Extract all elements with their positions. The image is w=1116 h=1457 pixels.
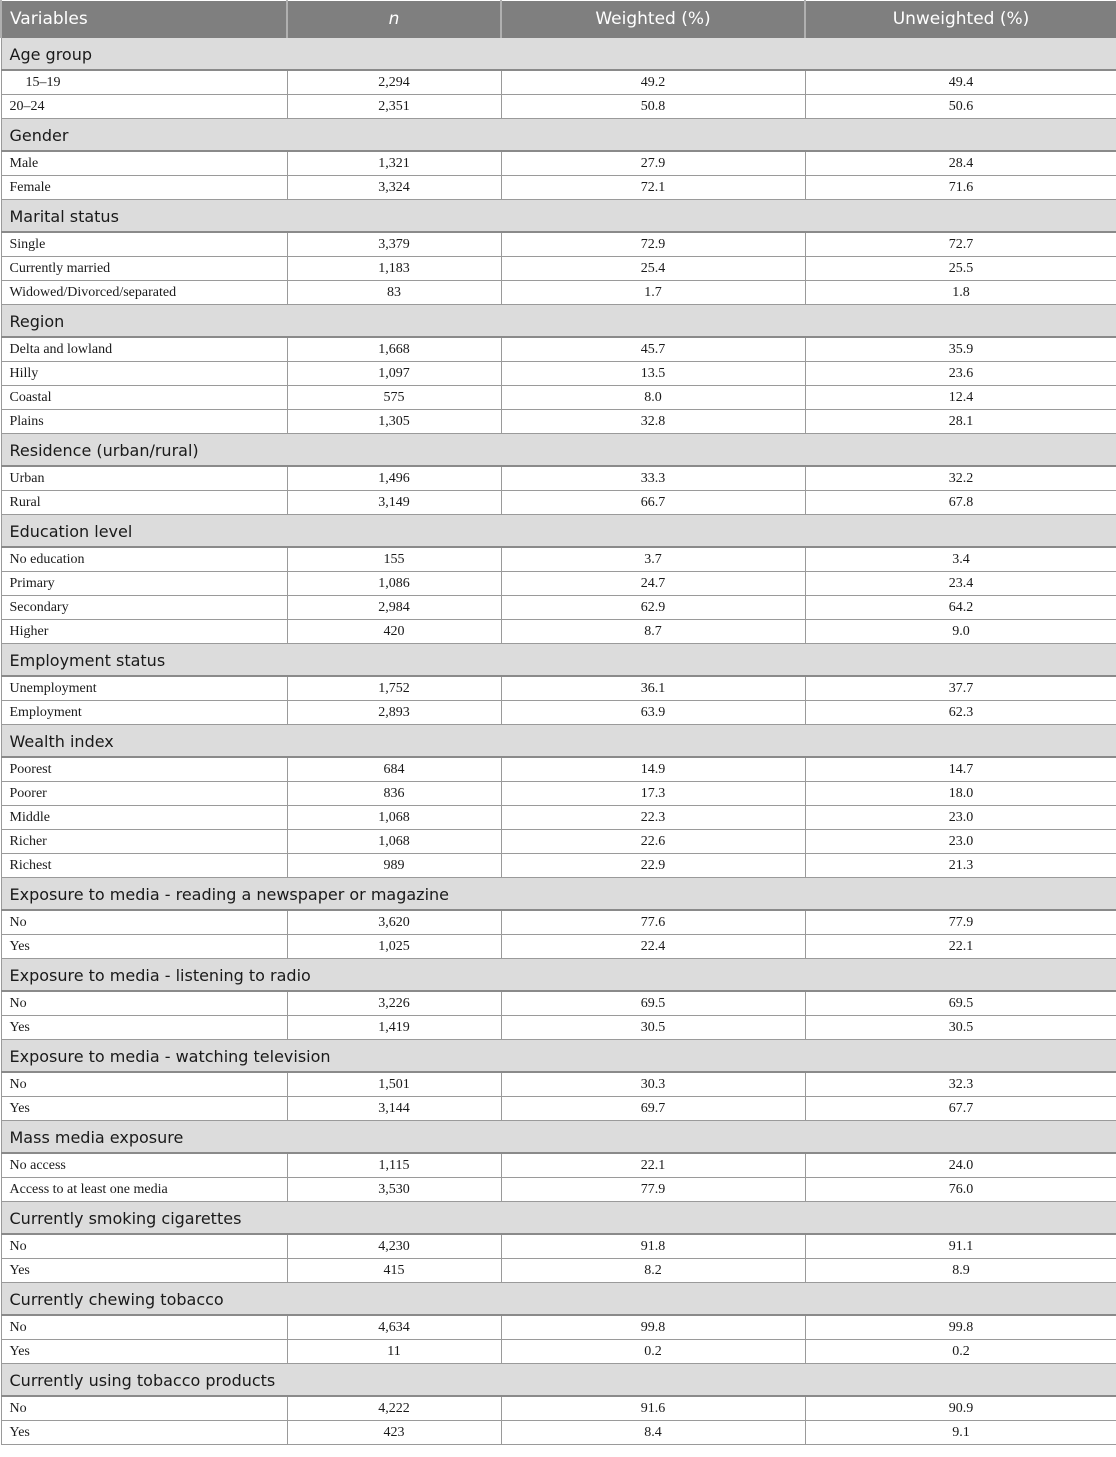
row-label: No bbox=[1, 1396, 287, 1421]
row-label: No bbox=[1, 1315, 287, 1340]
cell-n: 3,379 bbox=[287, 232, 501, 257]
row-label: Male bbox=[1, 151, 287, 176]
row-label: Delta and lowland bbox=[1, 337, 287, 362]
section-header-row bbox=[1, 725, 1116, 758]
table-header bbox=[1, 1, 1116, 38]
cell-unweighted: 64.2 bbox=[805, 596, 1116, 620]
cell-weighted: 62.9 bbox=[501, 596, 805, 620]
cell-unweighted: 62.3 bbox=[805, 701, 1116, 725]
cell-n: 1,068 bbox=[287, 806, 501, 830]
cell-unweighted: 23.0 bbox=[805, 830, 1116, 854]
section-header-row bbox=[1, 959, 1116, 992]
cell-n: 3,144 bbox=[287, 1097, 501, 1121]
header-weighted: Weighted (%) bbox=[501, 1, 805, 38]
section-header-row bbox=[1, 1040, 1116, 1073]
cell-n: 2,351 bbox=[287, 95, 501, 119]
row-label: Yes bbox=[1, 935, 287, 959]
table-row bbox=[1, 1234, 1116, 1259]
table-row bbox=[1, 70, 1116, 95]
cell-n: 1,086 bbox=[287, 572, 501, 596]
cell-weighted: 8.4 bbox=[501, 1421, 805, 1445]
row-label: Plains bbox=[1, 410, 287, 434]
section-title: Age group bbox=[1, 38, 1116, 71]
cell-unweighted: 35.9 bbox=[805, 337, 1116, 362]
row-label: Yes bbox=[1, 1259, 287, 1283]
cell-unweighted: 76.0 bbox=[805, 1178, 1116, 1202]
cell-weighted: 22.4 bbox=[501, 935, 805, 959]
cell-n: 1,668 bbox=[287, 337, 501, 362]
table-row bbox=[1, 596, 1116, 620]
cell-weighted: 50.8 bbox=[501, 95, 805, 119]
cell-weighted: 30.5 bbox=[501, 1016, 805, 1040]
cell-unweighted: 32.3 bbox=[805, 1072, 1116, 1097]
table-row bbox=[1, 95, 1116, 119]
cell-n: 3,149 bbox=[287, 491, 501, 515]
cell-weighted: 17.3 bbox=[501, 782, 805, 806]
table-row bbox=[1, 337, 1116, 362]
cell-weighted: 22.9 bbox=[501, 854, 805, 878]
table-row bbox=[1, 1396, 1116, 1421]
table-row bbox=[1, 782, 1116, 806]
table-row bbox=[1, 935, 1116, 959]
table-row bbox=[1, 830, 1116, 854]
table-body bbox=[1, 38, 1116, 1445]
row-label: No bbox=[1, 1072, 287, 1097]
cell-n: 1,419 bbox=[287, 1016, 501, 1040]
cell-n: 3,226 bbox=[287, 991, 501, 1016]
cell-unweighted: 9.0 bbox=[805, 620, 1116, 644]
cell-n: 836 bbox=[287, 782, 501, 806]
row-label: Female bbox=[1, 176, 287, 200]
cell-unweighted: 69.5 bbox=[805, 991, 1116, 1016]
cell-weighted: 69.7 bbox=[501, 1097, 805, 1121]
cell-n: 1,496 bbox=[287, 466, 501, 491]
cell-n: 83 bbox=[287, 281, 501, 305]
cell-n: 2,984 bbox=[287, 596, 501, 620]
row-label: Yes bbox=[1, 1097, 287, 1121]
table-row bbox=[1, 547, 1116, 572]
cell-unweighted: 67.7 bbox=[805, 1097, 1116, 1121]
section-header-row bbox=[1, 644, 1116, 677]
row-label: Widowed/Divorced/separated bbox=[1, 281, 287, 305]
cell-weighted: 77.9 bbox=[501, 1178, 805, 1202]
cell-weighted: 66.7 bbox=[501, 491, 805, 515]
row-label: Yes bbox=[1, 1421, 287, 1445]
cell-unweighted: 37.7 bbox=[805, 676, 1116, 701]
row-label: No access bbox=[1, 1153, 287, 1178]
section-header-row bbox=[1, 515, 1116, 548]
cell-n: 4,222 bbox=[287, 1396, 501, 1421]
cell-weighted: 14.9 bbox=[501, 757, 805, 782]
cell-unweighted: 24.0 bbox=[805, 1153, 1116, 1178]
row-label: Urban bbox=[1, 466, 287, 491]
section-header-row bbox=[1, 1202, 1116, 1235]
table-row bbox=[1, 910, 1116, 935]
table-row bbox=[1, 1072, 1116, 1097]
cell-unweighted: 0.2 bbox=[805, 1340, 1116, 1364]
cell-n: 415 bbox=[287, 1259, 501, 1283]
cell-weighted: 99.8 bbox=[501, 1315, 805, 1340]
cell-weighted: 69.5 bbox=[501, 991, 805, 1016]
section-title: Education level bbox=[1, 515, 1116, 548]
row-label: Higher bbox=[1, 620, 287, 644]
row-label: Employment bbox=[1, 701, 287, 725]
row-label: 20–24 bbox=[1, 95, 287, 119]
cell-weighted: 22.3 bbox=[501, 806, 805, 830]
cell-n: 1,115 bbox=[287, 1153, 501, 1178]
cell-n: 420 bbox=[287, 620, 501, 644]
cell-n: 1,752 bbox=[287, 676, 501, 701]
cell-n: 4,230 bbox=[287, 1234, 501, 1259]
table-row bbox=[1, 676, 1116, 701]
cell-n: 1,305 bbox=[287, 410, 501, 434]
row-label: Poorest bbox=[1, 757, 287, 782]
section-title: Region bbox=[1, 305, 1116, 338]
cell-weighted: 22.6 bbox=[501, 830, 805, 854]
cell-n: 2,294 bbox=[287, 70, 501, 95]
cell-weighted: 49.2 bbox=[501, 70, 805, 95]
row-label: Richest bbox=[1, 854, 287, 878]
row-label: Yes bbox=[1, 1340, 287, 1364]
cell-unweighted: 28.4 bbox=[805, 151, 1116, 176]
cell-unweighted: 32.2 bbox=[805, 466, 1116, 491]
cell-n: 2,893 bbox=[287, 701, 501, 725]
row-label: 15–19 bbox=[1, 70, 287, 95]
row-label: Richer bbox=[1, 830, 287, 854]
table-row bbox=[1, 410, 1116, 434]
cell-weighted: 13.5 bbox=[501, 362, 805, 386]
cell-n: 989 bbox=[287, 854, 501, 878]
cell-n: 575 bbox=[287, 386, 501, 410]
row-label: Yes bbox=[1, 1016, 287, 1040]
cell-weighted: 91.6 bbox=[501, 1396, 805, 1421]
cell-unweighted: 3.4 bbox=[805, 547, 1116, 572]
section-header-row bbox=[1, 119, 1116, 152]
cell-weighted: 24.7 bbox=[501, 572, 805, 596]
section-title: Currently smoking cigarettes bbox=[1, 1202, 1116, 1235]
section-title: Wealth index bbox=[1, 725, 1116, 758]
table-row bbox=[1, 701, 1116, 725]
cell-weighted: 63.9 bbox=[501, 701, 805, 725]
cell-weighted: 72.1 bbox=[501, 176, 805, 200]
table-row bbox=[1, 281, 1116, 305]
cell-n: 1,501 bbox=[287, 1072, 501, 1097]
table-row bbox=[1, 1178, 1116, 1202]
table-row bbox=[1, 257, 1116, 281]
cell-weighted: 27.9 bbox=[501, 151, 805, 176]
table-row bbox=[1, 757, 1116, 782]
section-title: Mass media exposure bbox=[1, 1121, 1116, 1154]
cell-weighted: 45.7 bbox=[501, 337, 805, 362]
cell-weighted: 30.3 bbox=[501, 1072, 805, 1097]
section-title: Residence (urban/rural) bbox=[1, 434, 1116, 467]
cell-unweighted: 28.1 bbox=[805, 410, 1116, 434]
cell-weighted: 1.7 bbox=[501, 281, 805, 305]
cell-unweighted: 91.1 bbox=[805, 1234, 1116, 1259]
cell-unweighted: 23.4 bbox=[805, 572, 1116, 596]
section-title: Currently chewing tobacco bbox=[1, 1283, 1116, 1316]
section-title: Exposure to media - reading a newspaper or magazine bbox=[1, 878, 1116, 911]
cell-n: 1,068 bbox=[287, 830, 501, 854]
cell-unweighted: 23.6 bbox=[805, 362, 1116, 386]
table-row bbox=[1, 151, 1116, 176]
table-row bbox=[1, 1097, 1116, 1121]
section-header-row bbox=[1, 878, 1116, 911]
cell-unweighted: 90.9 bbox=[805, 1396, 1116, 1421]
row-label: Rural bbox=[1, 491, 287, 515]
section-header-row bbox=[1, 1283, 1116, 1316]
cell-weighted: 8.0 bbox=[501, 386, 805, 410]
cell-unweighted: 21.3 bbox=[805, 854, 1116, 878]
cell-n: 4,634 bbox=[287, 1315, 501, 1340]
section-header-row bbox=[1, 434, 1116, 467]
cell-n: 11 bbox=[287, 1340, 501, 1364]
cell-unweighted: 99.8 bbox=[805, 1315, 1116, 1340]
cell-unweighted: 23.0 bbox=[805, 806, 1116, 830]
cell-n: 1,183 bbox=[287, 257, 501, 281]
section-title: Marital status bbox=[1, 200, 1116, 233]
cell-weighted: 36.1 bbox=[501, 676, 805, 701]
cell-unweighted: 9.1 bbox=[805, 1421, 1116, 1445]
cell-weighted: 25.4 bbox=[501, 257, 805, 281]
table-row bbox=[1, 1421, 1116, 1445]
cell-n: 3,324 bbox=[287, 176, 501, 200]
table-row bbox=[1, 572, 1116, 596]
table-row bbox=[1, 620, 1116, 644]
cell-n: 1,097 bbox=[287, 362, 501, 386]
table-row bbox=[1, 1315, 1116, 1340]
cell-n: 423 bbox=[287, 1421, 501, 1445]
section-title: Employment status bbox=[1, 644, 1116, 677]
cell-n: 684 bbox=[287, 757, 501, 782]
row-label: Middle bbox=[1, 806, 287, 830]
cell-unweighted: 50.6 bbox=[805, 95, 1116, 119]
table-row bbox=[1, 854, 1116, 878]
table-row bbox=[1, 466, 1116, 491]
row-label: No bbox=[1, 910, 287, 935]
row-label: Access to at least one media bbox=[1, 1178, 287, 1202]
cell-unweighted: 1.8 bbox=[805, 281, 1116, 305]
cell-weighted: 8.2 bbox=[501, 1259, 805, 1283]
cell-unweighted: 14.7 bbox=[805, 757, 1116, 782]
row-label: Secondary bbox=[1, 596, 287, 620]
cell-unweighted: 77.9 bbox=[805, 910, 1116, 935]
cell-unweighted: 25.5 bbox=[805, 257, 1116, 281]
row-label: No bbox=[1, 1234, 287, 1259]
cell-unweighted: 12.4 bbox=[805, 386, 1116, 410]
cell-n: 3,620 bbox=[287, 910, 501, 935]
row-label: Single bbox=[1, 232, 287, 257]
table-row bbox=[1, 176, 1116, 200]
cell-unweighted: 67.8 bbox=[805, 491, 1116, 515]
row-label: No bbox=[1, 991, 287, 1016]
header-n: n bbox=[287, 1, 501, 38]
cell-unweighted: 49.4 bbox=[805, 70, 1116, 95]
section-header-row bbox=[1, 305, 1116, 338]
cell-n: 1,025 bbox=[287, 935, 501, 959]
cell-weighted: 3.7 bbox=[501, 547, 805, 572]
cell-weighted: 72.9 bbox=[501, 232, 805, 257]
section-header-row bbox=[1, 200, 1116, 233]
cell-unweighted: 18.0 bbox=[805, 782, 1116, 806]
header-unweighted: Unweighted (%) bbox=[805, 1, 1116, 38]
section-header-row bbox=[1, 1364, 1116, 1397]
row-label: Poorer bbox=[1, 782, 287, 806]
cell-weighted: 33.3 bbox=[501, 466, 805, 491]
header-row bbox=[1, 1, 1116, 38]
section-title: Gender bbox=[1, 119, 1116, 152]
cell-weighted: 22.1 bbox=[501, 1153, 805, 1178]
table-row bbox=[1, 1016, 1116, 1040]
cell-unweighted: 30.5 bbox=[805, 1016, 1116, 1040]
header-variables: Variables bbox=[1, 1, 287, 38]
table-row bbox=[1, 1153, 1116, 1178]
row-label: Currently married bbox=[1, 257, 287, 281]
table-row bbox=[1, 1259, 1116, 1283]
table-row bbox=[1, 232, 1116, 257]
cell-unweighted: 71.6 bbox=[805, 176, 1116, 200]
row-label: Coastal bbox=[1, 386, 287, 410]
cell-weighted: 32.8 bbox=[501, 410, 805, 434]
table-row bbox=[1, 1340, 1116, 1364]
cell-weighted: 77.6 bbox=[501, 910, 805, 935]
table-row bbox=[1, 806, 1116, 830]
row-label: Primary bbox=[1, 572, 287, 596]
table-row bbox=[1, 491, 1116, 515]
cell-weighted: 8.7 bbox=[501, 620, 805, 644]
cell-n: 3,530 bbox=[287, 1178, 501, 1202]
section-title: Currently using tobacco products bbox=[1, 1364, 1116, 1397]
row-label: Unemployment bbox=[1, 676, 287, 701]
table-row bbox=[1, 362, 1116, 386]
section-title: Exposure to media - listening to radio bbox=[1, 959, 1116, 992]
row-label: No education bbox=[1, 547, 287, 572]
row-label: Hilly bbox=[1, 362, 287, 386]
section-title: Exposure to media - watching television bbox=[1, 1040, 1116, 1073]
section-header-row bbox=[1, 38, 1116, 71]
cell-unweighted: 22.1 bbox=[805, 935, 1116, 959]
cell-n: 155 bbox=[287, 547, 501, 572]
cell-weighted: 0.2 bbox=[501, 1340, 805, 1364]
cell-unweighted: 72.7 bbox=[805, 232, 1116, 257]
cell-n: 1,321 bbox=[287, 151, 501, 176]
cell-unweighted: 8.9 bbox=[805, 1259, 1116, 1283]
table-row bbox=[1, 991, 1116, 1016]
table-row bbox=[1, 386, 1116, 410]
cell-weighted: 91.8 bbox=[501, 1234, 805, 1259]
section-header-row bbox=[1, 1121, 1116, 1154]
